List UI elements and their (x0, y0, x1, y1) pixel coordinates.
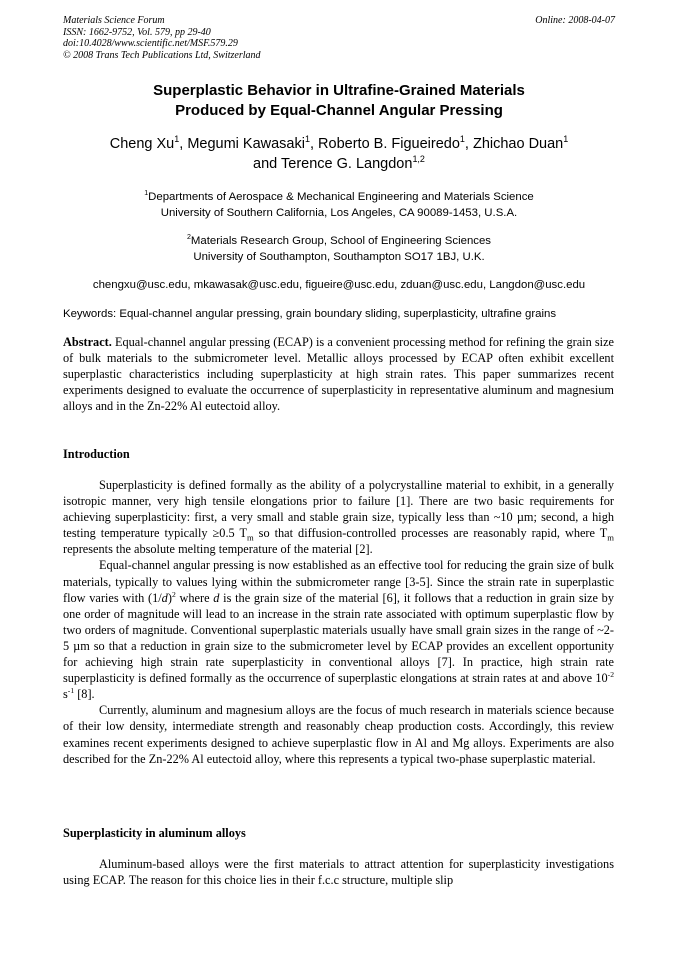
author-name: Terence G. Langdon (281, 156, 413, 172)
author-name: Cheng Xu (109, 136, 175, 152)
aluminum-body (63, 856, 614, 888)
text-run: [8]. (74, 687, 95, 702)
text-run: ) (167, 590, 172, 605)
affiliation-1 (63, 189, 615, 221)
subscript: m (607, 532, 614, 543)
journal-copyright: © 2008 Trans Tech Publications Ltd, Switzerland (63, 49, 261, 61)
text-run: Superplasticity is defined formally as the ability of a polycrystalline material to exhibit, in a generally isotropic manner, very high tensile elongations prior to failure [1]. There are two basic requirements for achieving superplasticity: first, a very small and stable grain size, typically less than ~10 µm; second, a high testing temperature typically ≥0.5 T (63, 478, 614, 541)
abstract-label: Abstract. (63, 335, 112, 349)
author-name: Roberto B. Figueiredo (318, 136, 460, 152)
journal-doi: doi:10.4028/www.scientific.net/MSF.579.29 (63, 38, 238, 49)
text-run: Equal-channel angular pressing is now established as an effective tool for reducing the grain size of bulk materials, typically to values lying within the submicrometer range [3-5]. Since the strain rate in superplastic flow varies with (1/ (63, 558, 614, 605)
author-affiliation-mark: 1,2 (412, 154, 425, 165)
text-run: so that diffusion-controlled processes are reasonably rapid, where T (253, 526, 608, 541)
author-affiliation-mark: 1 (459, 134, 465, 145)
affiliation-number: 1 (144, 190, 149, 198)
author-name: Megumi Kawasaki (187, 136, 305, 152)
intro-paragraph-1 (63, 477, 614, 557)
paper-title (63, 81, 615, 121)
author-affiliation-mark: 1 (563, 134, 569, 145)
abstract (63, 334, 614, 414)
italic-variable: d (213, 590, 220, 605)
author-name: Zhichao Duan (472, 136, 564, 152)
affiliation-2 (63, 233, 615, 265)
journal-header (63, 15, 615, 61)
author-affiliation-mark: 1 (174, 134, 180, 145)
superscript: 2 (171, 589, 176, 599)
author-list: Cheng Xu$^1$, Megumi Kawasaki$^1$, Roberto B. Figueiredo$^1$, Zhichao Duan$^1$ and Terence G. Langdon$^{1,2}$ (109, 134, 569, 172)
online-date: Online: 2008-04-07 (535, 15, 615, 26)
section-heading-aluminum: Superplasticity in aluminum alloys (63, 826, 246, 840)
author-conjunction: and (253, 156, 278, 172)
abstract-text: Equal-channel angular pressing (ECAP) is a convenient processing method for refining the grain size of bulk materials to the submicrometer level. Metallic alloys processed by ECAP often exhibit excellent superplastic characteristics including superplasticity at high strain rates. This paper summarizes recent experiments designed to evaluate the occurrence of superplasticity in representative aluminum and magnesium alloys and in the Zn-22% Al eutectoid alloy. (63, 335, 614, 414)
journal-name: Materials Science Forum (63, 15, 165, 26)
aluminum-paragraph-1: Aluminum-based alloys were the first materials to attract attention for superplasticity investigations using ECAP. The reason for this choice lies in their f.c.c structure, multiple slip (63, 857, 614, 888)
text-run: s (63, 687, 68, 702)
text-run: where (175, 590, 214, 605)
introduction-body (63, 477, 614, 767)
intro-paragraph-3: Currently, aluminum and magnesium alloys are the focus of much research in materials science because of their low density, intermediate strength and reasonably cheap production costs. Accordingly, this review examines recent experiments designed to achieve superplastic flow in Al and Mg alloys. Experiments are also described for the Zn-22% Al eutectoid alloy, where this represents a typical two-phase superplastic material. (63, 703, 614, 766)
subscript: m (246, 532, 254, 543)
keywords: Keywords: Equal-channel angular pressing, grain boundary sliding, superplasticity, ultrafine grains (63, 308, 557, 320)
section-heading-introduction: Introduction (63, 447, 130, 461)
title-line-2: Produced by Equal-Channel Angular Pressing (175, 102, 503, 119)
journal-issn: ISSN: 1662-9752, Vol. 579, pp 29-40 (63, 26, 211, 38)
affiliation-line: Departments of Aerospace & Mechanical Engineering and Materials Science (148, 191, 534, 203)
superscript: -2 (607, 670, 614, 680)
affiliation-line: Materials Research Group, School of Engineering Sciences (190, 235, 492, 247)
intro-paragraph-2 (63, 557, 614, 702)
text-run: is the grain size of the material [6], it follows that a reduction in grain size by one order of magnitude will lead to an increase in the strain rate associated with optimum superplastic flow by two orders of magnitude. Conventional superplastic materials usually have small grain sizes in the range of ~2-5 µm so that a reduction in grain size to the submicrometer level by ECAP provides an excellent opportunity for achieving high strain rate superplasticity in conventional alloys [7]. In practice, high strain rate superplasticity is defined formally as the occurrence of superplastic elongations at strain rates at and above 10 (63, 590, 614, 686)
author-emails: chengxu@usc.edu, mkawasak@usc.edu, figueire@usc.edu, zduan@usc.edu, Langdon@usc.edu (92, 279, 586, 291)
affiliation-number: 2 (186, 234, 191, 242)
author-affiliation-mark: 1 (304, 134, 310, 145)
affiliation-line: University of Southern California, Los Angeles, CA 90089-1453, U.S.A. (160, 207, 518, 219)
title-line-1: Superplastic Behavior in Ultrafine-Grained Materials (153, 82, 525, 99)
superscript: -1 (67, 686, 75, 696)
text-run: represents the absolute melting temperature of the material [2]. (63, 542, 373, 557)
italic-variable: d (161, 590, 168, 605)
affiliation-line: University of Southampton, Southampton SO17 1BJ, U.K. (193, 251, 485, 263)
